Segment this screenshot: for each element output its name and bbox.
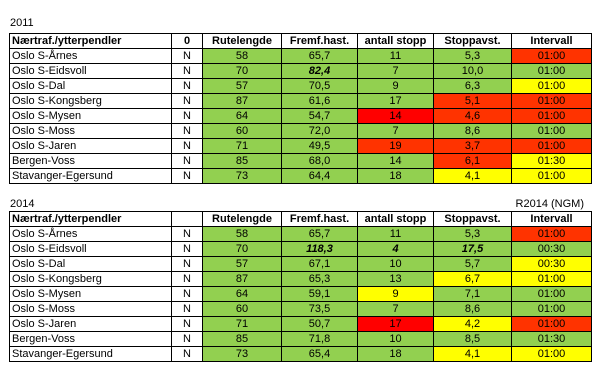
- length-cell: 87: [203, 272, 282, 287]
- stops-cell: 14: [358, 154, 434, 169]
- table-row: [10, 332, 592, 347]
- speed-cell: 54,7: [282, 109, 358, 124]
- stop-distance-cell: 4,1: [434, 347, 512, 362]
- stop-distance-cell: 4,2: [434, 317, 512, 332]
- header-interval: Intervall: [512, 212, 592, 227]
- table-row: [10, 242, 592, 257]
- route-name-cell: Oslo S-Jaren: [10, 317, 172, 332]
- interval-cell: 01:00: [512, 94, 592, 109]
- speed-cell: 118,3: [282, 242, 358, 257]
- route-name-cell: Oslo S-Mysen: [10, 287, 172, 302]
- length-cell: 70: [203, 242, 282, 257]
- interval-cell: 01:00: [512, 124, 592, 139]
- flag-cell: N: [172, 257, 203, 272]
- stops-cell: 17: [358, 317, 434, 332]
- route-name-cell: Oslo S-Kongsberg: [10, 94, 172, 109]
- length-cell: 73: [203, 169, 282, 184]
- table-row: [10, 64, 592, 79]
- speed-cell: 64,4: [282, 169, 358, 184]
- table-row: [10, 272, 592, 287]
- speed-cell: 61,6: [282, 94, 358, 109]
- stop-distance-cell: 3,7: [434, 139, 512, 154]
- length-cell: 70: [203, 64, 282, 79]
- route-name-cell: Oslo S-Mysen: [10, 109, 172, 124]
- stops-cell: 14: [358, 109, 434, 124]
- speed-cell: 70,5: [282, 79, 358, 94]
- stop-distance-cell: 8,6: [434, 124, 512, 139]
- length-cell: 60: [203, 124, 282, 139]
- stops-cell: 4: [358, 242, 434, 257]
- speed-cell: 59,1: [282, 287, 358, 302]
- length-cell: 71: [203, 317, 282, 332]
- header-zero: 0: [172, 34, 203, 49]
- length-cell: 64: [203, 109, 282, 124]
- flag-cell: N: [172, 79, 203, 94]
- table-row: [10, 169, 592, 184]
- header-row: [10, 212, 592, 227]
- route-name-cell: Oslo S-Dal: [10, 79, 172, 94]
- route-name-cell: Oslo S-Dal: [10, 257, 172, 272]
- stops-cell: 10: [358, 332, 434, 347]
- length-cell: 87: [203, 94, 282, 109]
- header-stops: antall stopp: [358, 212, 434, 227]
- stops-cell: 19: [358, 139, 434, 154]
- flag-cell: N: [172, 169, 203, 184]
- speed-cell: 65,4: [282, 347, 358, 362]
- stop-distance-cell: 5,3: [434, 227, 512, 242]
- speed-cell: 65,3: [282, 272, 358, 287]
- header-interval: Intervall: [512, 34, 592, 49]
- header-length: Rutelengde: [203, 212, 282, 227]
- length-cell: 73: [203, 347, 282, 362]
- stops-cell: 9: [358, 287, 434, 302]
- length-cell: 57: [203, 257, 282, 272]
- stop-distance-cell: 6,7: [434, 272, 512, 287]
- stops-cell: 7: [358, 64, 434, 79]
- stop-distance-cell: 17,5: [434, 242, 512, 257]
- header-route: Nærtraf./ytterpendler: [10, 34, 172, 49]
- stops-cell: 7: [358, 124, 434, 139]
- flag-cell: N: [172, 227, 203, 242]
- stop-distance-cell: 4,1: [434, 169, 512, 184]
- stops-cell: 10: [358, 257, 434, 272]
- table-row: [10, 49, 592, 64]
- stops-cell: 18: [358, 169, 434, 184]
- header-row: [10, 34, 592, 49]
- header-speed: Fremf.hast.: [282, 34, 358, 49]
- stops-cell: 11: [358, 49, 434, 64]
- table-row: [10, 227, 592, 242]
- route-name-cell: Oslo S-Eidsvoll: [10, 64, 172, 79]
- interval-cell: 00:30: [512, 242, 592, 257]
- interval-cell: 01:30: [512, 332, 592, 347]
- scenario-note: R2014 (NGM): [515, 198, 584, 210]
- interval-cell: 01:30: [512, 154, 592, 169]
- table-row: [10, 154, 592, 169]
- route-name-cell: Oslo S-Moss: [10, 124, 172, 139]
- header-route: Nærtraf./ytterpendler: [10, 212, 172, 227]
- interval-cell: 01:00: [512, 317, 592, 332]
- speed-cell: 82,4: [282, 64, 358, 79]
- flag-cell: N: [172, 317, 203, 332]
- header-blank: [172, 212, 203, 227]
- stops-cell: 7: [358, 302, 434, 317]
- speed-cell: 50,7: [282, 317, 358, 332]
- header-length: Rutelengde: [203, 34, 282, 49]
- route-name-cell: Stavanger-Egersund: [10, 169, 172, 184]
- stops-cell: 18: [358, 347, 434, 362]
- table-row: [10, 109, 592, 124]
- flag-cell: N: [172, 302, 203, 317]
- interval-cell: 01:00: [512, 139, 592, 154]
- speed-cell: 73,5: [282, 302, 358, 317]
- table-row: [10, 317, 592, 332]
- stop-distance-cell: 7,1: [434, 287, 512, 302]
- flag-cell: N: [172, 109, 203, 124]
- flag-cell: N: [172, 154, 203, 169]
- header-stop-distance: Stoppavst.: [434, 212, 512, 227]
- interval-cell: 01:00: [512, 272, 592, 287]
- route-name-cell: Bergen-Voss: [10, 332, 172, 347]
- interval-cell: 01:00: [512, 64, 592, 79]
- length-cell: 60: [203, 302, 282, 317]
- stop-distance-cell: 5,3: [434, 49, 512, 64]
- speed-cell: 72,0: [282, 124, 358, 139]
- stop-distance-cell: 6,1: [434, 154, 512, 169]
- stop-distance-cell: 10,0: [434, 64, 512, 79]
- length-cell: 57: [203, 79, 282, 94]
- route-name-cell: Oslo S-Årnes: [10, 227, 172, 242]
- route-name-cell: Oslo S-Årnes: [10, 49, 172, 64]
- stop-distance-cell: 8,6: [434, 302, 512, 317]
- length-cell: 85: [203, 332, 282, 347]
- flag-cell: N: [172, 139, 203, 154]
- route-name-cell: Oslo S-Kongsberg: [10, 272, 172, 287]
- year-label-2014: 2014: [10, 198, 35, 210]
- header-stops: antall stopp: [358, 34, 434, 49]
- flag-cell: N: [172, 272, 203, 287]
- stop-distance-cell: 5,7: [434, 257, 512, 272]
- flag-cell: N: [172, 242, 203, 257]
- interval-cell: 01:00: [512, 287, 592, 302]
- stop-distance-cell: 8,5: [434, 332, 512, 347]
- table-row: [10, 257, 592, 272]
- length-cell: 58: [203, 227, 282, 242]
- stops-cell: 9: [358, 79, 434, 94]
- table-row: [10, 302, 592, 317]
- stops-cell: 13: [358, 272, 434, 287]
- interval-cell: 01:00: [512, 227, 592, 242]
- length-cell: 71: [203, 139, 282, 154]
- stops-cell: 11: [358, 227, 434, 242]
- length-cell: 64: [203, 287, 282, 302]
- flag-cell: N: [172, 287, 203, 302]
- speed-cell: 71,8: [282, 332, 358, 347]
- table-row: [10, 347, 592, 362]
- flag-cell: N: [172, 94, 203, 109]
- table-2011: [9, 33, 592, 184]
- table-row: [10, 287, 592, 302]
- speed-cell: 67,1: [282, 257, 358, 272]
- flag-cell: N: [172, 49, 203, 64]
- flag-cell: N: [172, 347, 203, 362]
- interval-cell: 01:00: [512, 347, 592, 362]
- table-row: [10, 124, 592, 139]
- stop-distance-cell: 5,1: [434, 94, 512, 109]
- header-speed: Fremf.hast.: [282, 212, 358, 227]
- speed-cell: 65,7: [282, 49, 358, 64]
- interval-cell: 01:00: [512, 49, 592, 64]
- interval-cell: 01:00: [512, 169, 592, 184]
- stop-distance-cell: 4,6: [434, 109, 512, 124]
- interval-cell: 01:00: [512, 79, 592, 94]
- table-row: [10, 94, 592, 109]
- stops-cell: 17: [358, 94, 434, 109]
- route-name-cell: Oslo S-Eidsvoll: [10, 242, 172, 257]
- speed-cell: 49,5: [282, 139, 358, 154]
- header-stop-distance: Stoppavst.: [434, 34, 512, 49]
- speed-cell: 65,7: [282, 227, 358, 242]
- interval-cell: 01:00: [512, 109, 592, 124]
- length-cell: 58: [203, 49, 282, 64]
- table-2014: [9, 211, 592, 362]
- route-name-cell: Oslo S-Jaren: [10, 139, 172, 154]
- table-row: [10, 139, 592, 154]
- flag-cell: N: [172, 332, 203, 347]
- interval-cell: 01:00: [512, 302, 592, 317]
- flag-cell: N: [172, 124, 203, 139]
- route-name-cell: Bergen-Voss: [10, 154, 172, 169]
- speed-cell: 68,0: [282, 154, 358, 169]
- interval-cell: 00:30: [512, 257, 592, 272]
- stop-distance-cell: 6,3: [434, 79, 512, 94]
- table-row: [10, 79, 592, 94]
- route-name-cell: Stavanger-Egersund: [10, 347, 172, 362]
- year-label-2011: 2011: [10, 17, 34, 29]
- flag-cell: N: [172, 64, 203, 79]
- route-name-cell: Oslo S-Moss: [10, 302, 172, 317]
- length-cell: 85: [203, 154, 282, 169]
